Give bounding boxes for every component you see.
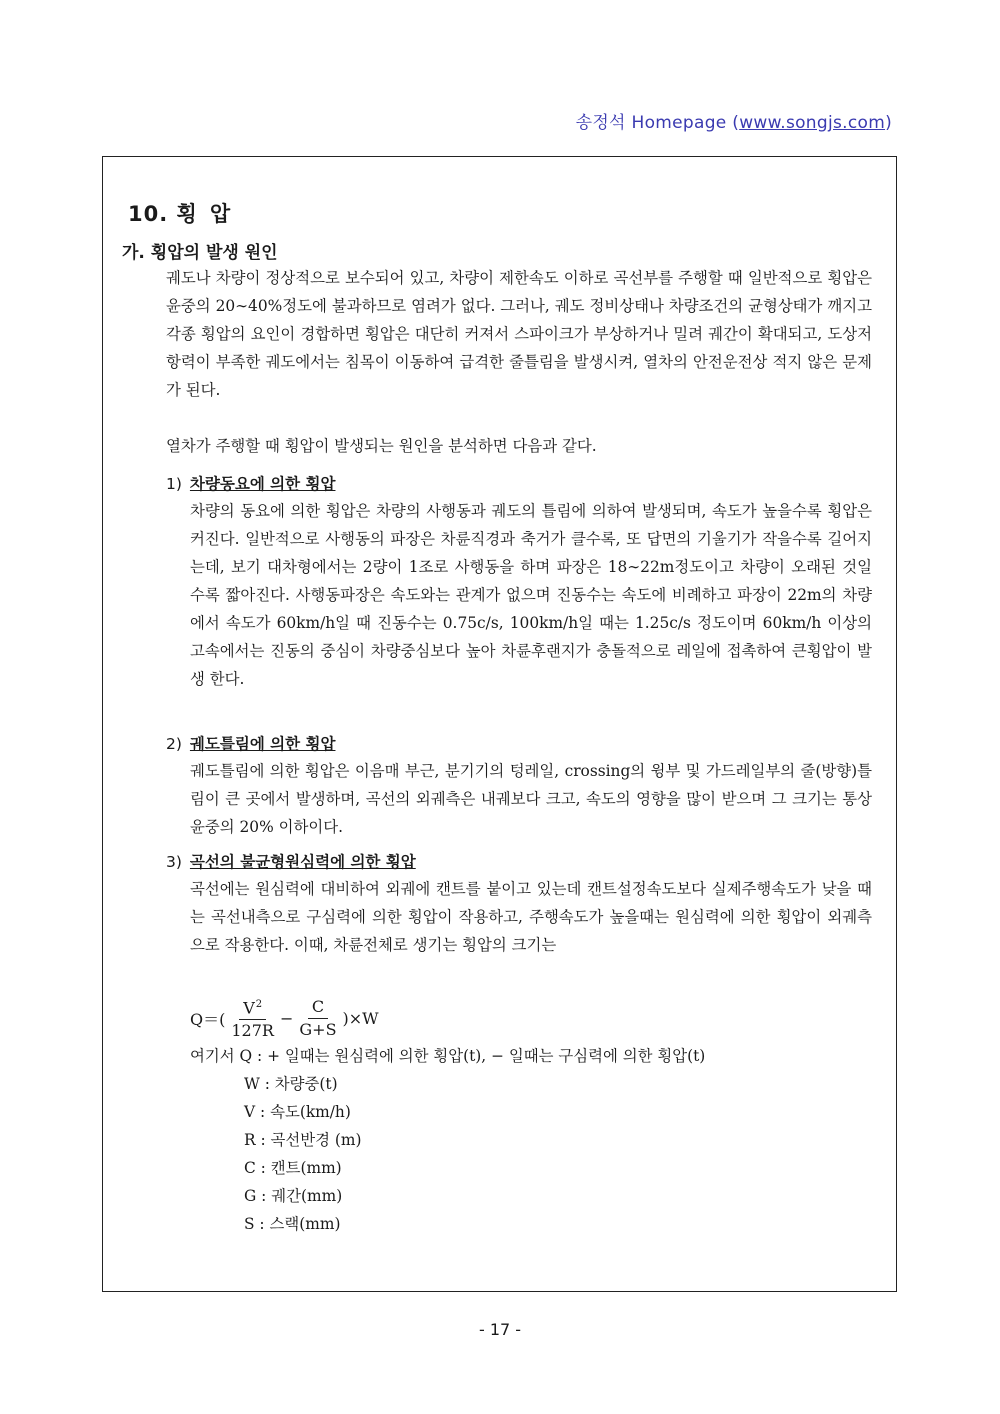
- formula-den2: G+S: [299, 1019, 337, 1039]
- section-title-b: 압: [209, 202, 232, 226]
- formula-den1: 127R: [231, 1021, 274, 1041]
- section-title: [128, 198, 231, 228]
- formula-minus: −: [279, 1008, 294, 1028]
- item-1-title: [166, 472, 335, 494]
- header-url[interactable]: www.songjs.com: [739, 113, 886, 133]
- section-number: 10.: [128, 202, 169, 226]
- formula-lhs: Q＝(: [190, 1009, 226, 1029]
- item-2-label: 궤도틀림에 의한 횡압: [189, 735, 336, 753]
- item-1-number: 1): [166, 475, 182, 493]
- definition-item: W : 차량중(t): [244, 1075, 338, 1093]
- header-site: Homepage: [631, 113, 727, 133]
- item-1-label: 차량동요에 의한 횡압: [189, 475, 336, 493]
- formula-rhs: )×W: [342, 1008, 379, 1028]
- formula-where: 여기서 Q : + 일때는 원심력에 의한 횡압(t), − 일때는 구심력에 의한 횡압(t): [190, 1047, 706, 1065]
- formula-fraction-2: [295, 997, 340, 1040]
- item-3-number: 3): [166, 853, 182, 871]
- formula-num1: V: [243, 998, 255, 1018]
- item-1-body: 차량의 동요에 의한 횡압은 차량의 사행동과 궤도의 틀림에 의하여 발생되며, 속도가 높을수록 횡압은 커진다. 일반적으로 사행동의 파장은 차륜직경과 축거가 클수록, 또 답면의 기울기가 작을수록 길어지는데, 보기 대차형에서는 2량이 1조로 사행동을 하며 파장은 18∼22m정도이고 차량이 오래된 것일 수록 짧아진다. 사행동파장은 속도와는 관계가 없으며 진동수는 속도에 비례하고 파장이 22m의 차량에서 속도가 60km/h일 때 진동수는 0.75c/s, 100km/h일 때는 1.25c/s 정도이며 60km/h 이상의 고속에서는 진동의 중심이 차량중심보다 높아 차륜후랜지가 충돌적으로 레일에 접촉하여 큰횡압이 발생 한다.: [190, 502, 872, 688]
- header-author: 송정석: [575, 113, 626, 133]
- definition-item: R : 곡선반경 (m): [244, 1131, 362, 1149]
- intro-paragraph: 궤도나 차량이 정상적으로 보수되어 있고, 차량이 제한속도 이하로 곡선부를 주행할 때 일반적으로 횡압은 윤중의 20∼40%정도에 불과하므로 염려가 없다. 그러나, 궤도 정비상태나 차량조건의 균형상태가 깨지고 각종 횡압의 요인이 경합하면 횡압은 대단히 커져서 스파이크가 부상하거나 밀려 궤간이 확대되고, 도상저항력이 부족한 궤도에서는 침목이 이동하여 급격한 줄틀림을 발생시켜, 열차의 안전운전상 적지 않은 문제가 된다.: [166, 269, 872, 399]
- definition-item: G : 궤간(mm): [244, 1187, 343, 1205]
- item-3-title: [166, 850, 416, 872]
- page-header: 송정석 Homepage (www.songjs.com): [575, 113, 892, 133]
- page-number: - 17 -: [478, 1320, 522, 1339]
- intro-summary: 열차가 주행할 때 횡압이 발생되는 원인을 분석하면 다음과 같다.: [166, 437, 597, 455]
- item-2-title: [166, 732, 335, 754]
- formula-num2: C: [308, 997, 328, 1019]
- item-3-label: 곡선의 불균형원심력에 의한 횡압: [189, 853, 416, 871]
- section-title-a: 횡: [176, 202, 198, 226]
- definition-list: [244, 1070, 362, 1238]
- definition-item: S : 스랙(mm): [244, 1215, 341, 1233]
- item-2-body: 궤도틀림에 의한 횡압은 이음매 부근, 분기기의 텅레일, crossing의 윙부 및 가드레일부의 줄(방향)틀림이 큰 곳에서 발생하며, 곡선의 외궤측은 내궤보다 크고, 속도의 영향을 많이 받으며 그 크기는 통상 윤중의 20% 이하이다.: [190, 762, 872, 836]
- lateral-force-formula: [190, 994, 379, 1042]
- formula-exponent: 2: [255, 998, 263, 1010]
- definition-item: V : 속도(km/h): [244, 1103, 351, 1121]
- formula-fraction-1: [227, 995, 278, 1041]
- definition-item: C : 캔트(mm): [244, 1159, 342, 1177]
- item-3-body: 곡선에는 원심력에 대비하여 외궤에 캔트를 붙이고 있는데 캔트설정속도보다 실제주행속도가 낮을 때는 곡선내측으로 구심력에 의한 횡압이 작용하고, 주행속도가 높을때는 원심력에 의한 횡압이 외궤측으로 작용한다. 이때, 차륜전체로 생기는 횡압의 크기는: [190, 880, 872, 954]
- subsection-title: 가. 횡압의 발생 원인: [122, 243, 278, 263]
- item-2-number: 2): [166, 735, 182, 753]
